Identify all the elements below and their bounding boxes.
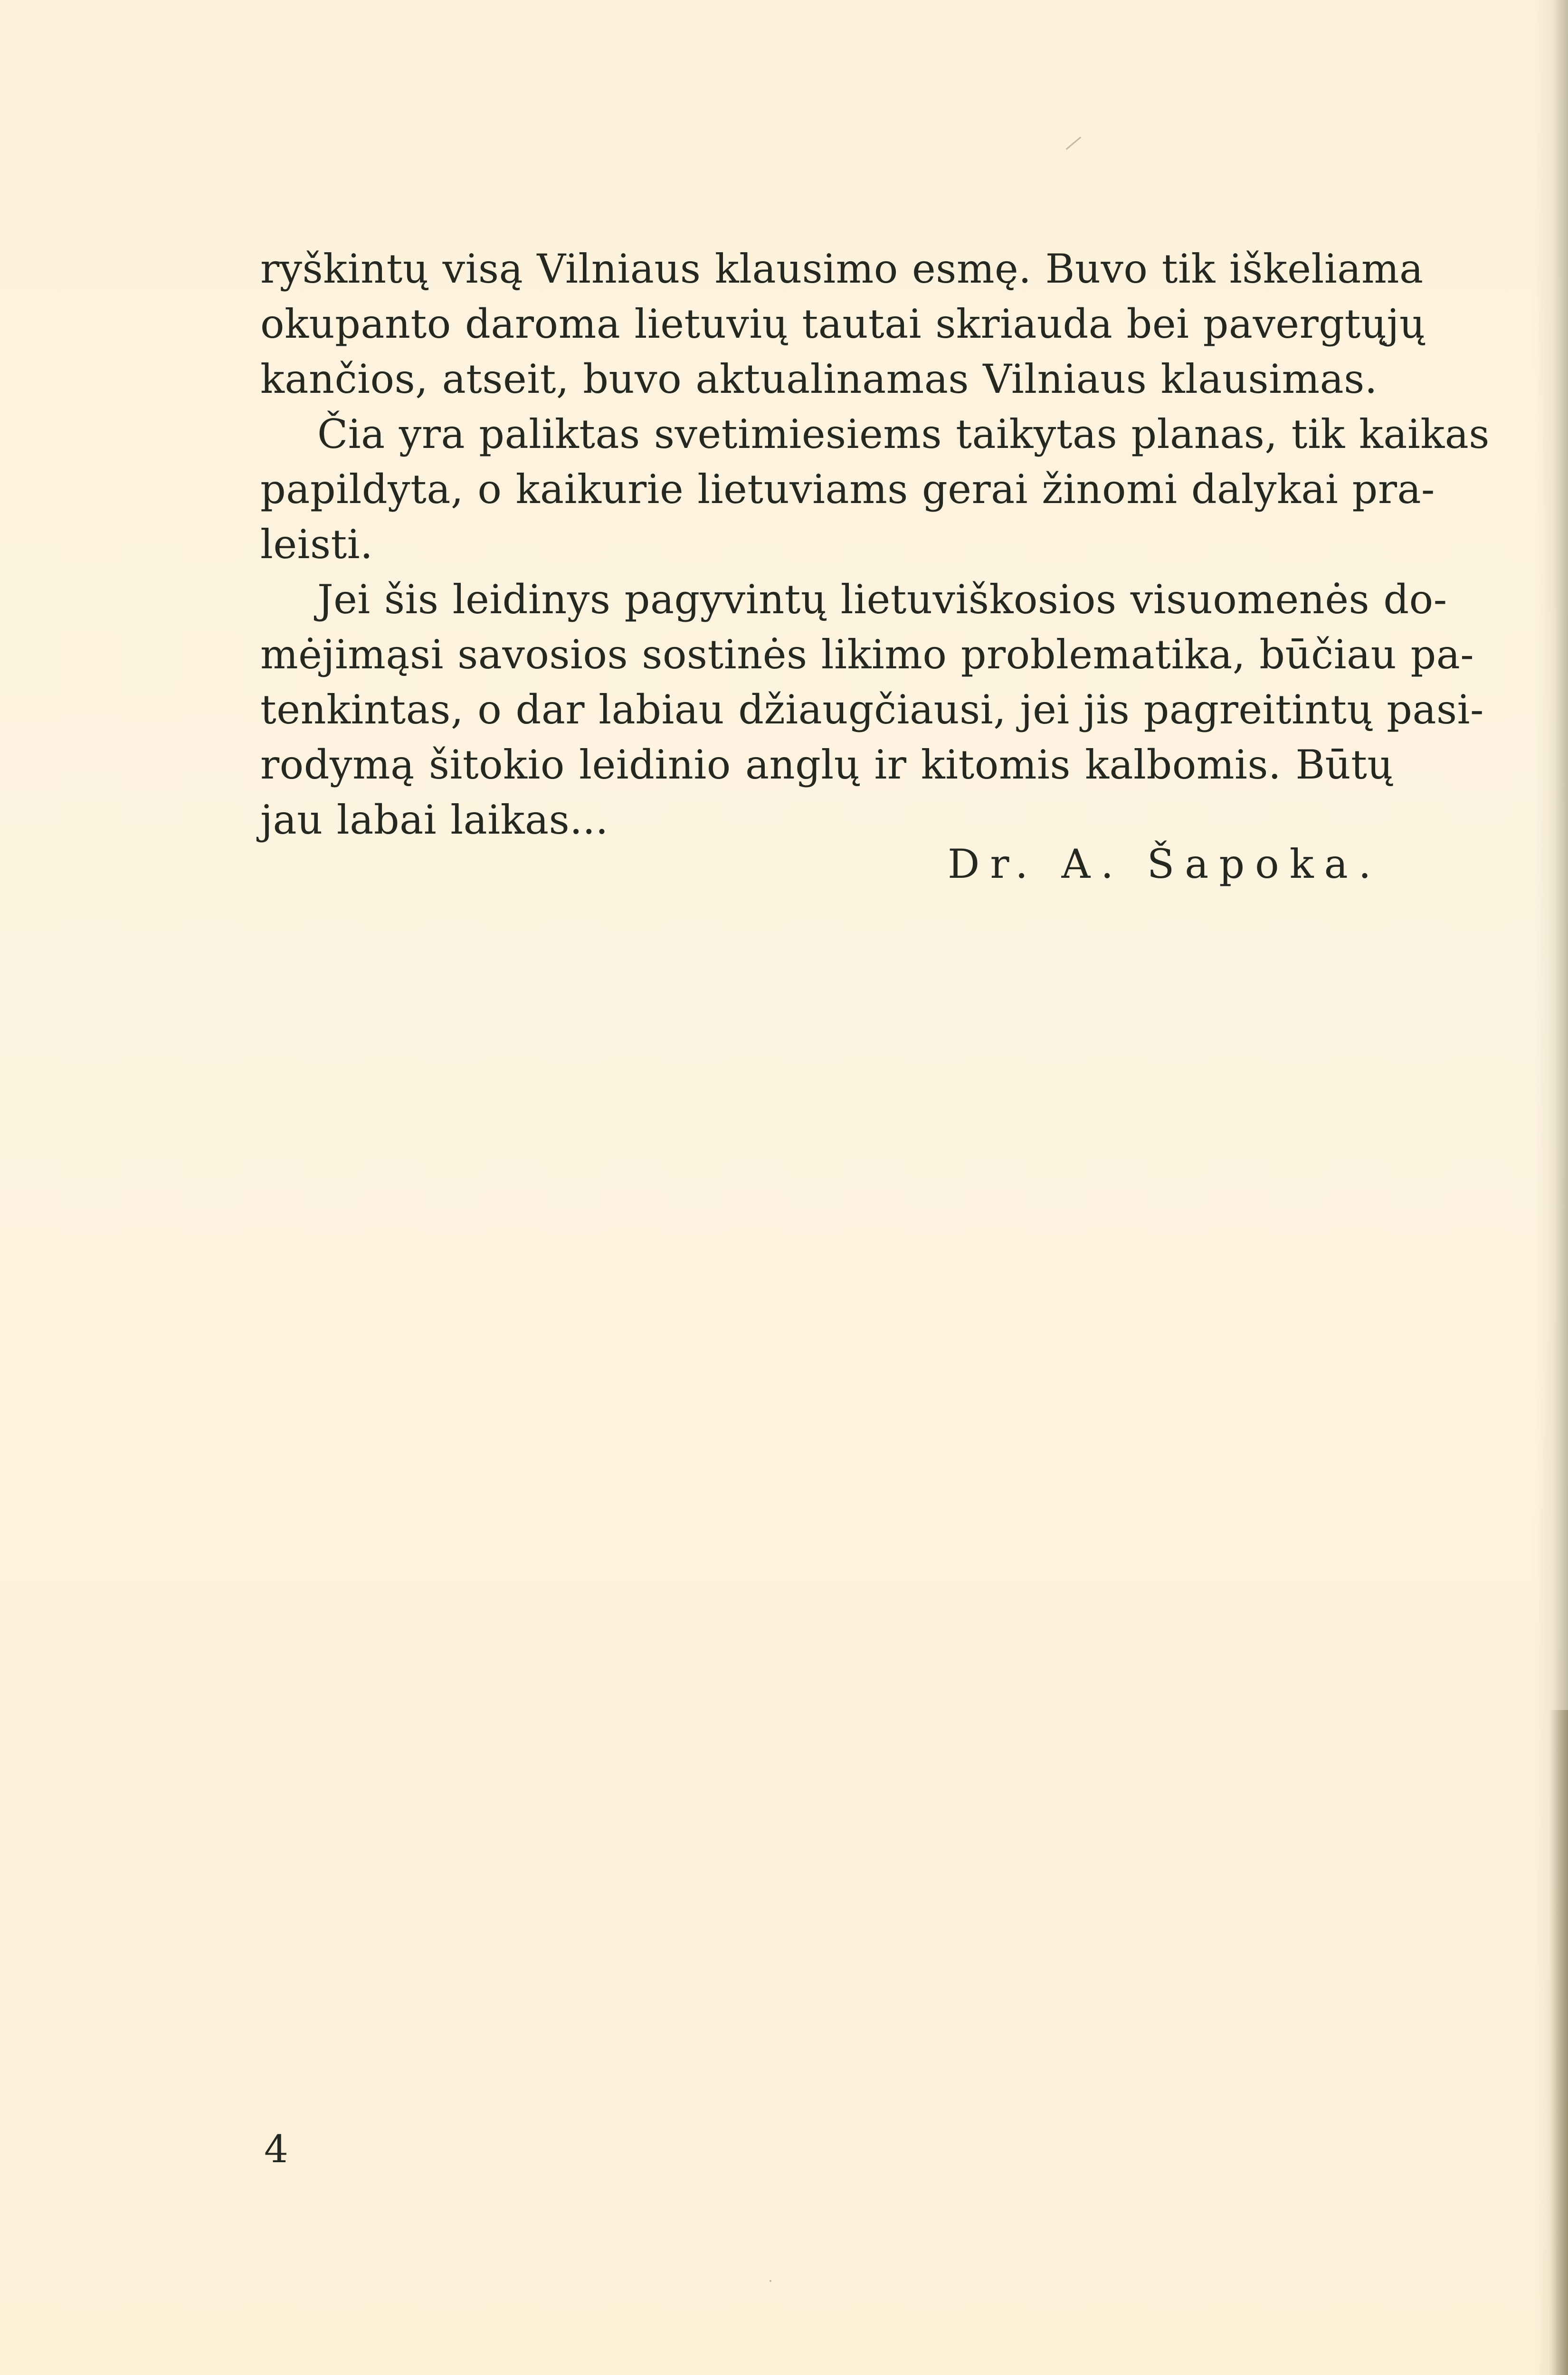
text-line: leisti. — [260, 521, 373, 568]
binding-shadow — [1549, 1710, 1568, 2375]
body-text — [260, 241, 1490, 847]
text-line: ryškintų visą Vilniaus klausimo esmę. Buvo tik iškeliama — [260, 246, 1424, 292]
author-signature: Dr. A. Šapoka. — [948, 841, 1382, 887]
text-line: papildyta, o kaikurie lietuviams gerai žinomi dalykai pra- — [260, 466, 1435, 513]
paragraph-1 — [260, 241, 1425, 407]
text-line: okupanto daroma lietuvių tautai skriauda bei pavergtųjų — [260, 301, 1425, 347]
paper-speck — [770, 2280, 771, 2282]
text-line: mėjimąsi savosios sostinės likimo problematika, būčiau pa- — [260, 631, 1474, 678]
text-line: tenkintas, o dar labiau džiaugčiausi, jei jis pagreitintų pasi- — [260, 686, 1484, 733]
page-number: 4 — [264, 2127, 288, 2171]
paragraph-2 — [260, 407, 1490, 572]
paper-speck — [1066, 136, 1082, 150]
paragraph-3 — [260, 572, 1484, 847]
text-line: jau labai laikas... — [260, 797, 608, 843]
text-line: Čia yra paliktas svetimiesiems taikytas planas, tik kaikas — [317, 411, 1490, 457]
text-line: kančios, atseit, buvo aktualinamas Vilniaus klausimas. — [260, 356, 1378, 402]
text-line: Jei šis leidinys pagyvintų lietuviškosios visuomenės do- — [317, 576, 1447, 623]
text-line: rodymą šitokio leidinio anglų ir kitomis kalbomis. Būtų — [260, 741, 1393, 788]
